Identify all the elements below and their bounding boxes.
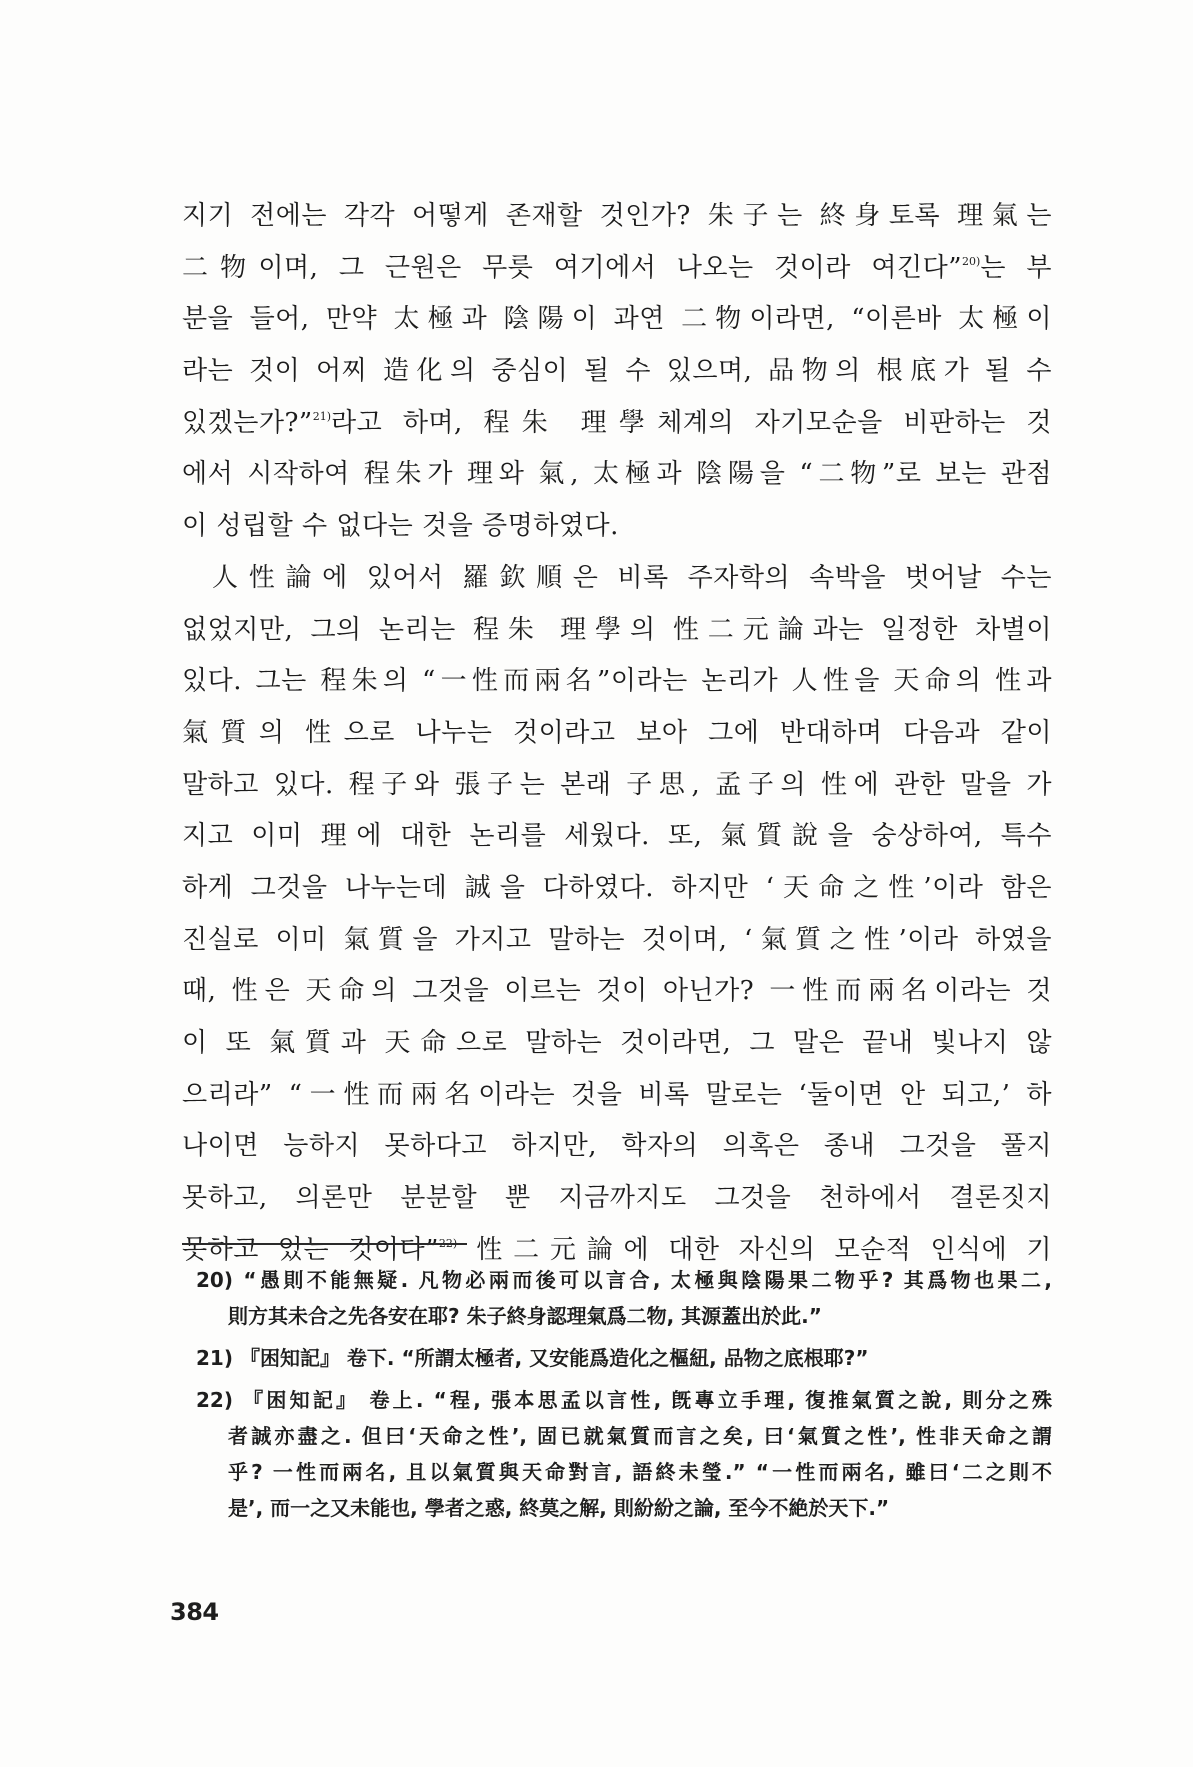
body-line: 으리라” “一性而兩名이라는 것을 비록 말로는 ‘둘이면 안 되고,’ 하 <box>182 1079 1052 1110</box>
footnote-line: 是’, 而一之又未能也, 學者之惑, 終莫之解, 則紛紛之論, 至今不絶於天下.” <box>228 1496 890 1520</box>
footnote-21 <box>196 1340 1052 1376</box>
footnote-line <box>196 1382 1052 1418</box>
body-line: 분을 들어, 만약 太極과 陰陽이 과연 二物이라면, “이른바 太極이 <box>182 304 1052 335</box>
body-line: 말하고 있다. 程子와 張子는 본래 子思, 孟子의 性에 관한 말을 가 <box>182 769 1052 800</box>
body-line: 하게 그것을 나누는데 誠을 다하였다. 하지만 ‘天命之性’이라 함은 <box>182 872 1052 903</box>
body-line: 氣質의 性으로 나누는 것이라고 보아 그에 반대하며 다음과 같이 <box>182 717 1052 748</box>
paragraph-start-line: 人性論에 있어서 羅欽順은 비록 주자학의 속박을 벗어날 수는 <box>212 562 1052 593</box>
body-line: 에서 시작하여 程朱가 理와 氣, 太極과 陰陽을 “二物”로 보는 관점 <box>182 459 1052 490</box>
footnote-label: 20) <box>196 1268 233 1292</box>
body-text <box>182 191 1052 1276</box>
footnote-20 <box>196 1262 1052 1334</box>
body-line <box>182 243 1052 295</box>
body-line-text: 라고 하며, 程朱 理學체계의 자기모순을 비판하는 것 <box>331 407 1052 438</box>
footnote-22 <box>196 1382 1052 1526</box>
footnote-label: 22) <box>196 1388 233 1412</box>
body-line: 지고 이미 理에 대한 논리를 세웠다. 또, 氣質說을 숭상하여, 특수 <box>182 821 1052 852</box>
footnote-ref-21: 21) <box>312 409 331 423</box>
body-line-text: 性二元論에 대한 자신의 모순적 인식에 기 <box>457 1234 1052 1265</box>
body-line-text: 二物이며, 그 근원은 무릇 여기에서 나오는 것이라 여긴다” <box>182 252 963 283</box>
footnote-line: 則方其未合之先各安在耶? 朱子終身認理氣爲二物, 其源蓋出於此.” <box>228 1304 822 1328</box>
body-line: 지기 전에는 각각 어떻게 존재할 것인가? 朱子는 終身토록 理氣는 <box>182 201 1052 231</box>
footnote-text: 『困知記』 卷上. “程, 張本思孟以言性, 旣專立手理, 復推氣質之說, 則分之殊 <box>243 1388 1052 1412</box>
footnote-ref-20: 20) <box>962 254 981 268</box>
body-line: 라는 것이 어찌 造化의 중심이 될 수 있으며, 品物의 根底가 될 수 <box>182 356 1052 387</box>
body-line: 때, 性은 天命의 그것을 이르는 것이 아닌가? 一性而兩名이라는 것 <box>182 976 1052 1007</box>
body-line: 나이면 능하지 못하다고 하지만, 학자의 의혹은 종내 그것을 풀지 <box>182 1131 1052 1162</box>
body-line: 진실로 이미 氣質을 가지고 말하는 것이며, ‘氣質之性’이라 하였을 <box>182 924 1052 955</box>
body-line-text: 있겠는가?” <box>182 407 313 438</box>
body-line: 이 성립할 수 없다는 것을 증명하였다. <box>182 511 619 542</box>
body-line <box>182 398 1052 450</box>
footnote-text: 『困知記』 卷下. “所謂太極者, 又安能爲造化之樞紐, 品物之底根耶?” <box>239 1346 869 1370</box>
footnote-line <box>196 1262 1052 1298</box>
footnote-ref-22: 22) <box>438 1236 458 1250</box>
footnote-text: “愚則不能無疑. 凡物必兩而後可以言合, 太極與陰陽果二物乎? 其爲物也果二, <box>243 1268 1052 1292</box>
body-line-text: 못하고 있는 것이다” <box>182 1234 439 1265</box>
footnote-line <box>196 1340 1052 1376</box>
footnote-label: 21) <box>196 1346 233 1370</box>
body-line: 있다. 그는 程朱의 “一性而兩名”이라는 논리가 人性을 天命의 性과 <box>182 666 1052 697</box>
footnote-divider <box>182 1243 467 1245</box>
page-number: 384 <box>170 1598 219 1626</box>
footnote-line: 者誠亦盡之. 但曰‘天命之性’, 固已就氣質而言之矣, 曰‘氣質之性’, 性非天命之謂 <box>228 1424 1052 1448</box>
body-line: 이 또 氣質과 天命으로 말하는 것이라면, 그 말은 끝내 빛나지 않 <box>182 1028 1052 1058</box>
footnotes <box>196 1262 1052 1532</box>
body-line: 못하고, 의론만 분분할 뿐 지금까지도 그것을 천하에서 결론짓지 <box>182 1183 1052 1214</box>
body-line-text: 는 부 <box>980 252 1052 283</box>
footnote-line: 乎? 一性而兩名, 且以氣質與天命對言, 語終未瑩.” “一性而兩名, 雖曰‘二之則不 <box>228 1460 1052 1484</box>
body-line: 없었지만, 그의 논리는 程朱 理學의 性二元論과는 일정한 차별이 <box>182 614 1052 645</box>
